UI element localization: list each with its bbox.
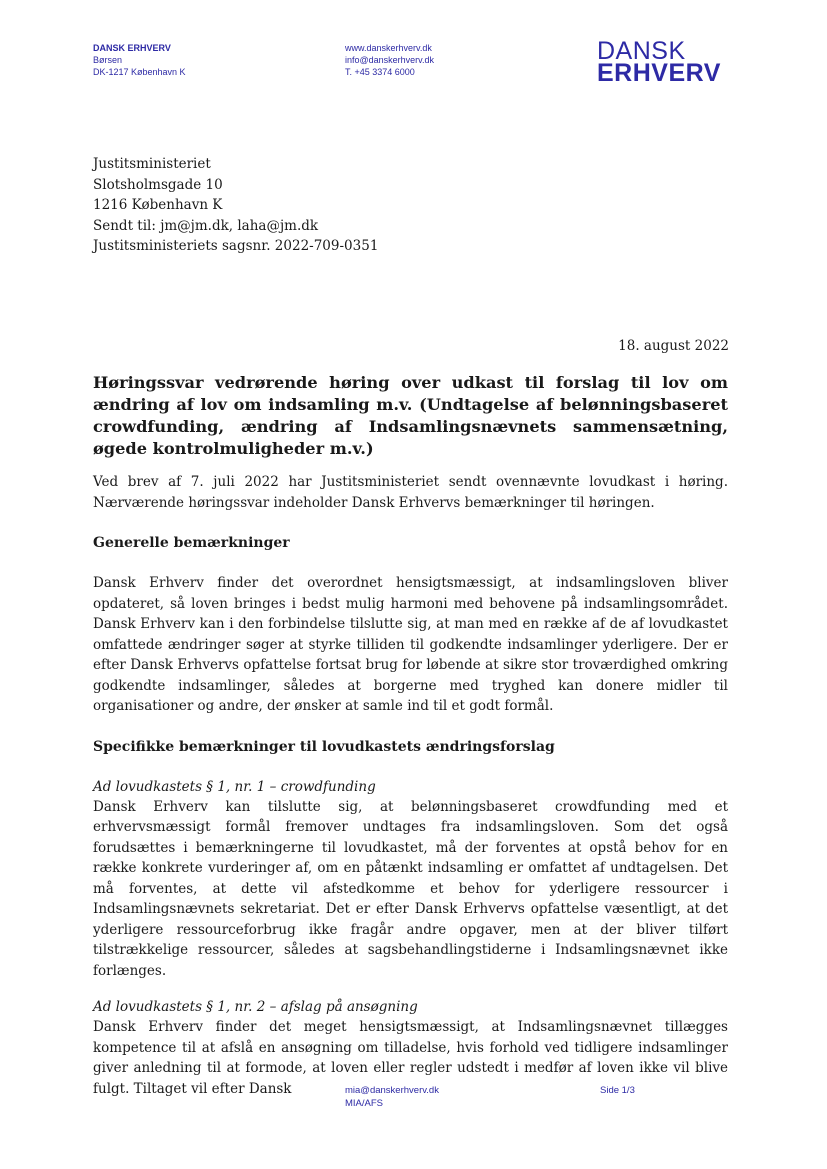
sender-email[interactable]: info@danskerhverv.dk	[345, 55, 435, 65]
letter-body	[93, 372, 728, 1099]
general-paragraph: Dansk Erhverv finder det overordnet hensigtsmæssigt, at indsamlingsloven bliver opdateret, så loven bringes i bedst mulig harmoni med behovene på indsamlingsområdet. Dansk Erhverv kan i den forbindelse tilslutte sig, at man med en række af de af lovudkastet omfattede ændringer søger at styrke tilliden til godkendte indsamlinger yderligere. Der er efter Dansk Erhvervs opfattelse fortsat brug for løbende at sikre stor troværdighed omkring godkendte indsamlinger, således at borgerne med tryghed kan donere midler til organisationer og andre, der ønsker at samle ind til et godt formål.	[93, 575, 728, 714]
recipient-address	[93, 154, 378, 257]
logo-line-2: ERHVERV	[597, 59, 721, 87]
footer-email[interactable]: mia@danskerhverv.dk	[345, 1085, 439, 1096]
intro-paragraph: Ved brev af 7. juli 2022 har Justitsministeriet sendt ovennævnte lovudkast i høring. Nærværende høringssvar indeholder Dansk Erhvervs bemærkninger til høringen.	[93, 474, 728, 511]
general-heading: Generelle bemærkninger	[93, 535, 290, 551]
footer-contact	[345, 1084, 439, 1110]
section-subheading: Ad lovudkastets § 1, nr. 1 – crowdfunding	[93, 778, 376, 795]
sender-name: DANSK ERHVERV	[93, 43, 171, 53]
sender-contact	[345, 42, 434, 78]
recipient-line: Justitsministeriet	[93, 156, 211, 172]
sender-website[interactable]: www.danskerhverv.dk	[345, 43, 432, 53]
letter-title: Høringssvar vedrørende høring over udkast til forslag til lov om ændring af lov om indsamling m.v. (Undtagelse af belønningsbaseret crowdfunding, ændring af Indsamlingsnævnets sammensætning, øgede kontrolmuligheder m.v.)	[93, 373, 728, 458]
sender-address	[93, 42, 186, 78]
recipient-line: Sendt til: jm@jm.dk, laha@jm.dk	[93, 217, 319, 234]
specific-heading: Specifikke bemærkninger til lovudkastets ændringsforslag	[93, 738, 555, 755]
sender-address-line-2: DK-1217 København K	[93, 67, 186, 77]
footer-initials: MIA/AFS	[345, 1098, 384, 1109]
section-paragraph: Dansk Erhverv finder det meget hensigtsmæssigt, at Indsamlingsnævnet tillægges kompetence til at afslå en ansøgning om tilladelse, hvis forhold ved tidligere indsamlinger giver anledning til at formode, at loven eller regler udstedt i medfør af loven ikke vil blive fulgt. Tiltaget vil efter Dansk	[93, 1019, 728, 1097]
sender-address-line-1: Børsen	[93, 55, 123, 65]
recipient-line: Justitsministeriets sagsnr. 2022-709-0351	[93, 238, 379, 254]
section-subheading: Ad lovudkastets § 1, nr. 2 – afslag på ansøgning	[93, 999, 418, 1015]
logo-line-1: DANSK	[597, 37, 686, 65]
section-paragraph: Dansk Erhverv kan tilslutte sig, at belønningsbaseret crowdfunding med et erhvervsmæssigt formål fremover undtages fra indsamlingsloven. Som det også forudsættes i bemærkningerne til lovudkastet, må der forventes at opstå behov for en række konkrete vurderinger af, om en påtænkt indsamling er omfattet af undtagelsen. Det må forventes, at dette vil afstedkomme et behov for yderligere ressourcer i Indsamlingsnævnets sekretariat. Det er efter Dansk Erhvervs opfattelse væsentligt, at det yderligere ressourceforbrug ikke fragår andre opgaver, men at der bliver tilført tilstrækkelige ressourcer, således at sagsbehandlingstiderne i Indsamlingsnævnet ikke forlænges.	[93, 798, 728, 979]
recipient-line: 1216 København K	[93, 197, 223, 213]
letter-date: 18. august 2022	[618, 338, 729, 354]
page-number: Side 1/3	[600, 1085, 635, 1096]
sender-phone: T. +45 3374 6000	[345, 67, 415, 77]
dansk-erhverv-logo	[597, 37, 721, 87]
recipient-line: Slotsholmsgade 10	[93, 176, 223, 193]
